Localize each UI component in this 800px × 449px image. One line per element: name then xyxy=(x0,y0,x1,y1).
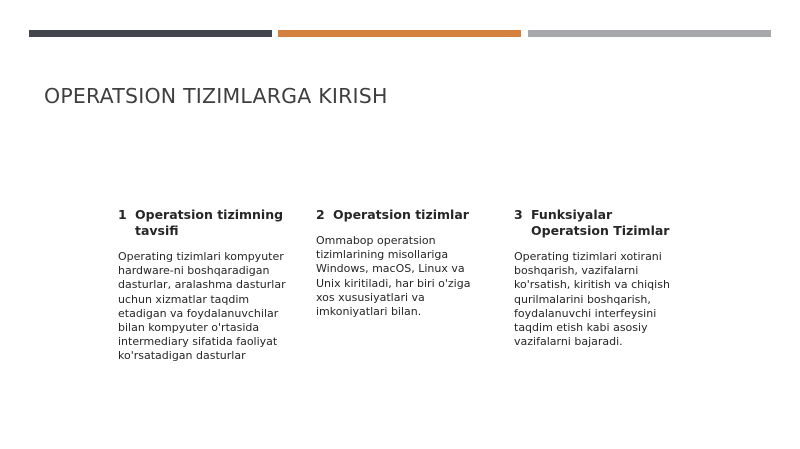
column-number: 1 xyxy=(118,207,127,222)
accent-bar-dark xyxy=(29,30,272,37)
column-heading xyxy=(514,207,686,239)
column-number: 3 xyxy=(514,207,523,222)
column-heading xyxy=(316,207,488,223)
column-body: Operating tizimlari xotirani boshqarish, vazifalarni ko'rsatish, kiritish va chiqish qurilmalarini boshqarish, foydalanuvchi interfeysini taqdim etish kabi asosiy vazifalarni bajaradi. xyxy=(514,250,670,349)
column-heading-text: Operatsion tizimning tavsifi xyxy=(135,207,284,238)
info-column-3 xyxy=(514,207,686,349)
column-body: Operating tizimlari kompyuter hardware-ni boshqaradigan dasturlar, aralashma dasturlar uchun xizmatlar taqdim etadigan va foydalanuvchilar bilan kompyuter o'rtasida intermediary sifatida faoliyat ko'rsatadigan dasturlar xyxy=(118,250,286,363)
column-heading-text: Operatsion tizimlar xyxy=(333,207,469,222)
info-column-1 xyxy=(118,207,290,364)
info-column-2 xyxy=(316,207,488,319)
column-heading xyxy=(118,207,290,239)
slide-title: OPERATSION TIZIMLARGA KIRISH xyxy=(44,84,388,108)
accent-bar-orange xyxy=(278,30,521,37)
column-number: 2 xyxy=(316,207,325,222)
accent-bar-gray xyxy=(528,30,771,37)
column-heading-text: Funksiyalar Operatsion Tizimlar xyxy=(531,207,670,238)
column-body: Ommabop operatsion tizimlarining misollariga Windows, macOS, Linux va Unix kiritiladi, har biri o'ziga xos xususiyatlari va imkoniyatlari bilan. xyxy=(316,234,471,319)
